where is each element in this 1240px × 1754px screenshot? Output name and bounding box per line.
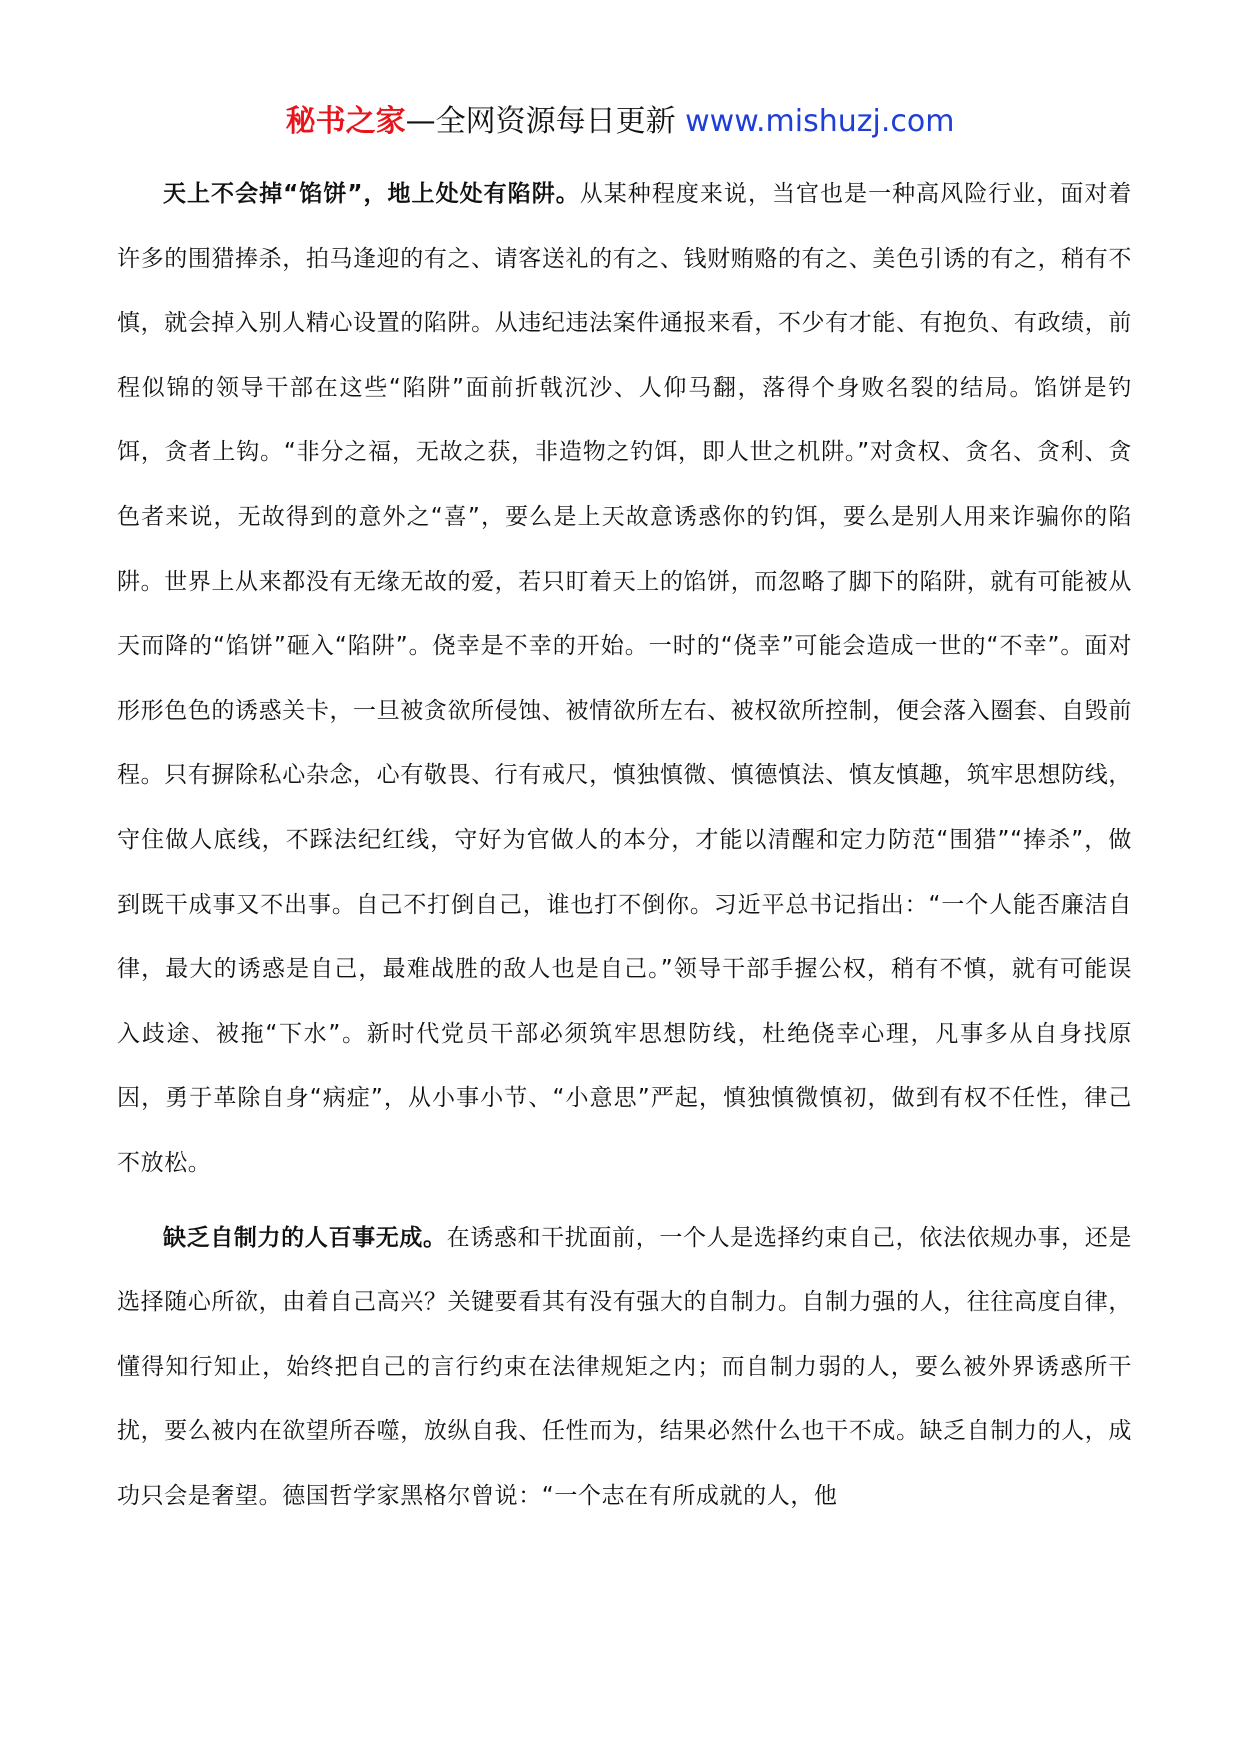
- paragraph-1-text: 从某种程度来说，当官也是一种高风险行业，面对着许多的围猎捧杀，拍马逢迎的有之、请客送礼的有之、钱财贿赂的有之、美色引诱的有之，稍有不慎，就会掉入别人精心设置的陷阱。从违纪违法案件通报来看，不少有才能、有抱负、有政绩，前程似锦的领导干部在这些“陷阱”面前折戟沉沙、人仰马翻，落得个身败名裂的结局。馅饼是钓饵，贪者上钩。“非分之福，无故之获，非造物之钓饵，即人世之机阱。”对贪权、贪名、贪利、贪色者来说，无故得到的意外之“喜”，要么是上天故意诱惑你的钓饵，要么是别人用来诈骗你的陷阱。世界上从来都没有无缘无故的爱，若只盯着天上的馅饼，而忽略了脚下的陷阱，就有可能被从天而降的“馅饼”砸入“陷阱”。侥幸是不幸的开始。一时的“侥幸”可能会造成一世的“不幸”。面对形形色色的诱惑关卡，一旦被贪欲所侵蚀、被情欲所左右、被权欲所控制，便会落入圈套、自毁前程。只有摒除私心杂念，心有敬畏、行有戒尺，慎独慎微、慎德慎法、慎友慎趣，筑牢思想防线，守住做人底线，不踩法纪红线，守好为官做人的本分，才能以清醒和定力防范“围猎”“捧杀”，做到既干成事又不出事。自己不打倒自己，谁也打不倒你。习近平总书记指出：“一个人能否廉洁自律，最大的诱惑是自己，最难战胜的敌人也是自己。”领导干部手握公权，稍有不慎，就有可能误入歧途、被拖“下水”。新时代党员干部必须筑牢思想防线，杜绝侥幸心理，凡事多从自身找原因，勇于革除自身“病症”，从小事小节、“小意思”严起，慎独慎微慎初，做到有权不任性，律己不放松。: [117, 181, 1132, 1176]
- paragraph-1-lead: 天上不会掉“馅饼”，地上处处有陷阱。: [163, 181, 580, 207]
- paragraph-2: [117, 1206, 1132, 1529]
- page-header: [0, 100, 1240, 144]
- website-link[interactable]: www.mishuzj.com: [685, 104, 955, 139]
- article-body: [117, 162, 1132, 1538]
- paragraph-2-lead: 缺乏自制力的人百事无成。: [163, 1224, 447, 1251]
- paragraph-1: [117, 162, 1132, 1196]
- paragraph-2-text: 在诱惑和干扰面前，一个人是选择约束自己，依法依规办事，还是选择随心所欲，由着自己高兴？关键要看其有没有强大的自制力。自制力强的人，往往高度自律，懂得知行知止，始终把自己的言行约束在法律规矩之内；而自制力弱的人，要么被外界诱惑所干扰，要么被内在欲望所吞噬，放纵自我、任性而为，结果必然什么也干不成。缺乏自制力的人，成功只会是奢望。德国哲学家黑格尔曾说：“一个志在有所成就的人，他: [117, 1224, 1132, 1509]
- brand-name: 秘书之家: [285, 104, 406, 139]
- header-tagline: —全网资源每日更新: [405, 104, 686, 139]
